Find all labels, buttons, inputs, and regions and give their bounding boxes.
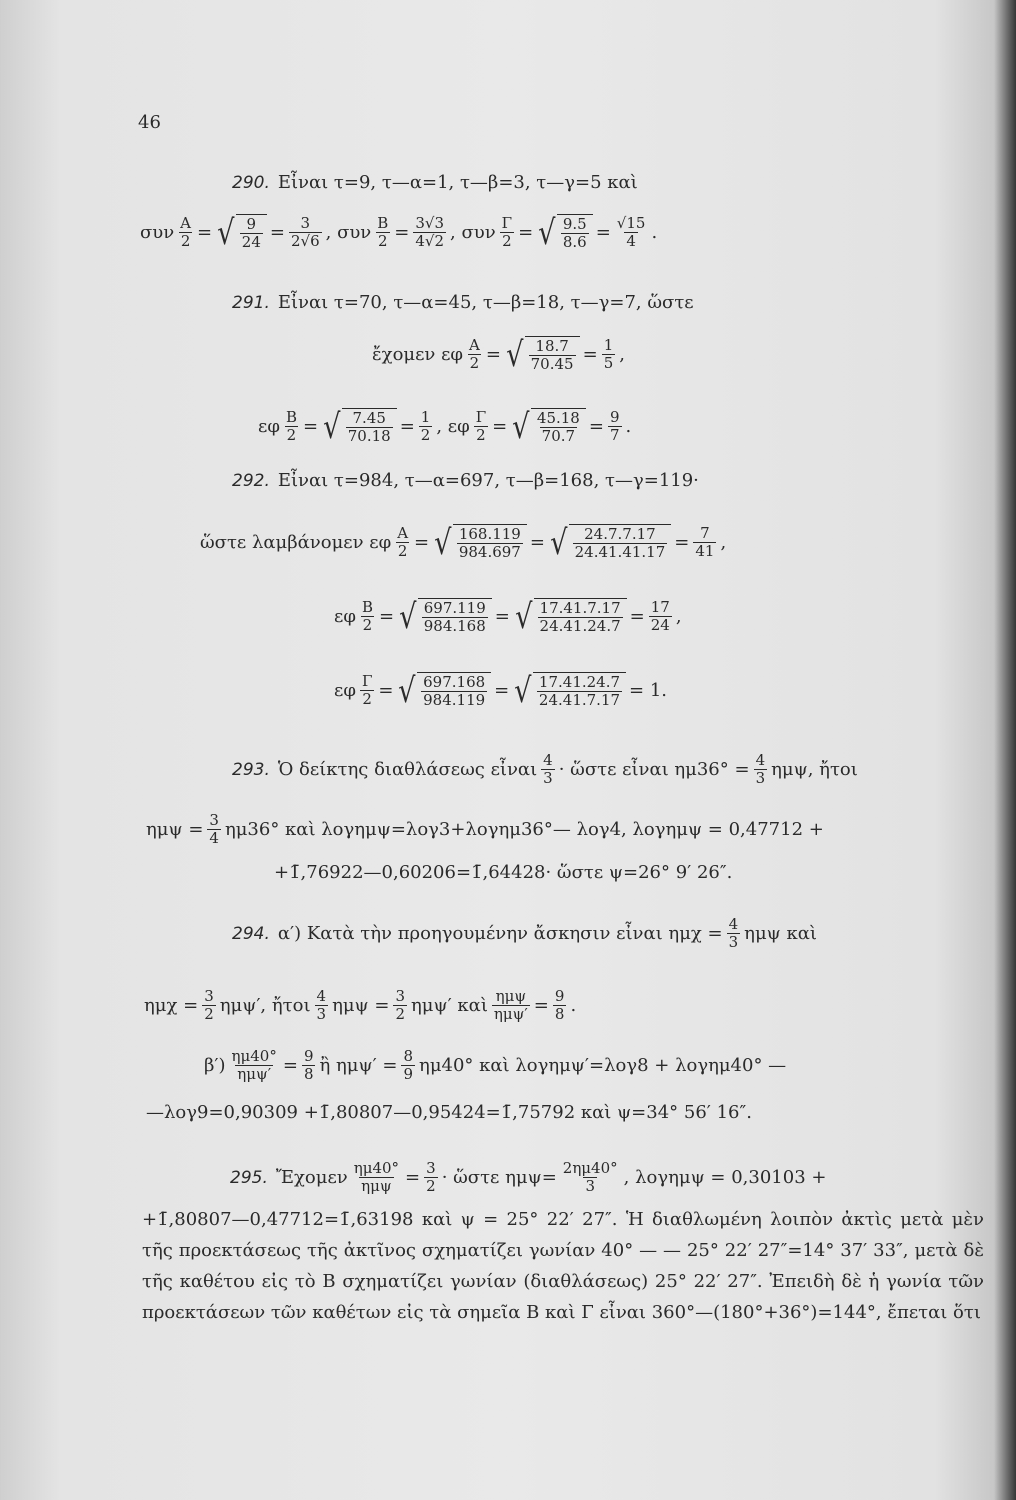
problem-number: 291.	[232, 293, 270, 313]
problem-291-line-a: ἔχομεν εφ $\frac{A}{2}$ = √ $\frac{18.7}{70.45}$ = $\frac{1}{5}$ ,	[372, 334, 625, 375]
problem-291-intro: 291. Εἶναι τ=70, τ—α=45, τ—β=18, τ—γ=7, ὥστε	[232, 292, 694, 313]
problem-293-line-b: ημψ = $\frac{3}{4}$ ημ36° καὶ λογημψ=λογ3+λογημ36°— λογ4, λογημψ = 0,47712 +	[146, 811, 824, 847]
problem-number: 295.	[230, 1167, 268, 1188]
problem-294-line-c: β′) $\frac{\eta\mu 40^\circ}{\text{ημψ′}}$ = $\frac{9}{8}$ ἢ ημψ′ = $\frac{8}{9}$ ημ40° καὶ λογημψ′=λογ8 + λογημ40° —	[204, 1047, 787, 1083]
problem-number: 293.	[232, 759, 270, 780]
problem-293-line-c: +1̄,76922—0,60206=1̄,64428· ὥστε ψ=26° 9′ 26″.	[274, 862, 733, 883]
problem-290-formula: συν $\frac{A}{2}$ = √ $\frac{9}{24}$ = $\frac{3}{2√6}$ , συν $\frac{B}{2}$ = $\frac{3√3}{4√2}$ , συν $\frac{\Gamma}{2}$ = √ $\frac{9.5}{8.6}$ = $\frac{√15}{4}$ .	[140, 212, 658, 253]
page-number: 46	[138, 112, 161, 133]
problem-292-line-b: εφ $\frac{B}{2}$ = √ $\frac{697.119}{984.168}$ = √ $\frac{17.41.7.17}{24.41.24.7}$ = $\frac{17}{24}$ ,	[334, 596, 682, 637]
problem-292-intro: 292. Εἶναι τ=984, τ—α=697, τ—β=168, τ—γ=119·	[232, 470, 699, 491]
problem-294-line-b: ημχ = $\frac{3}{2}$ ημψ′, ἤτοι $\frac{4}{3}$ ημψ = $\frac{3}{2}$ ημψ′ καὶ $\frac{\text{ημψ}}{\text{ημψ′}}$ = $\frac{9}{8}$ .	[144, 987, 577, 1023]
problem-290-intro: 290. Εἶναι τ=9, τ—α=1, τ—β=3, τ—γ=5 καὶ	[232, 172, 638, 193]
problem-292-line-a: ὥστε λαμβάνομεν εφ $\frac{A}{2}$ = √ $\frac{168.119}{984.697}$ = √ $\frac{24.7.7.17}{24.41.41.17}$ = $\frac{7}{41}$ ,	[200, 522, 727, 563]
problem-number: 292.	[232, 471, 270, 491]
problem-293-line-a: 293. Ὁ δείκτης διαθλάσεως εἶναι $\frac{4}{3}$ · ὥστε εἶναι ημ36° = $\frac{4}{3}$ ημψ, ἤτοι	[232, 751, 858, 787]
problem-number: 290.	[232, 173, 270, 193]
problem-292-line-c: εφ $\frac{\Gamma}{2}$ = √ $\frac{697.168}{984.119}$ = √ $\frac{17.41.24.7}{24.41.7.17}$ = 1.	[334, 670, 668, 711]
problem-294-line-a: 294. α′) Κατὰ τὴν προηγουμένην ἄσκησιν εἶναι ημχ = $\frac{4}{3}$ ημψ καὶ	[232, 915, 817, 951]
problem-number: 294.	[232, 923, 270, 944]
problem-291-line-b: εφ $\frac{B}{2}$ = √ $\frac{7.45}{70.18}$ = $\frac{1}{2}$ , εφ $\frac{\Gamma}{2}$ = √ $\frac{45.18}{70.7}$ = $\frac{9}{7}$ .	[258, 406, 632, 447]
problem-295-line-a: 295. Ἔχομεν $\frac{\eta\mu 40^\circ}{\text{ημψ}}$ = $\frac{3}{2}$ · ὥστε ημψ= $\frac{2\eta\mu 40^\circ}{3}$ , λογημψ = 0,30103 +	[230, 1159, 827, 1195]
problem-295-paragraph: +1̄,80807—0,47712=1̄,63198 καὶ ψ = 25° 22′ 27″. Ἡ διαθλωμένη λοιπὸν ἀκτὶς μετὰ μὲν τῆς προεκτάσεως τῆς ἀκτῖνος σχηματίζει γωνίαν 40° — — 25° 22′ 27″=14° 37′ 33″, μετὰ δὲ τῆς καθέτου εἰς τὸ Β σχηματίζει γωνίαν (διαθλάσεως) 25° 22′ 27″. Ἐπειδὴ δὲ ἡ γωνία τῶν προεκτάσεων τῶν καθέτων εἰς τὰ σημεῖα Β καὶ Γ εἶναι 360°—(180°+36°)=144°, ἔπεται ὅτι	[142, 1209, 984, 1323]
problem-294-line-d: —λογ9=0,90309 +1̄,80807—0,95424=1̄,75792 καὶ ψ=34° 56′ 16″.	[146, 1102, 752, 1123]
